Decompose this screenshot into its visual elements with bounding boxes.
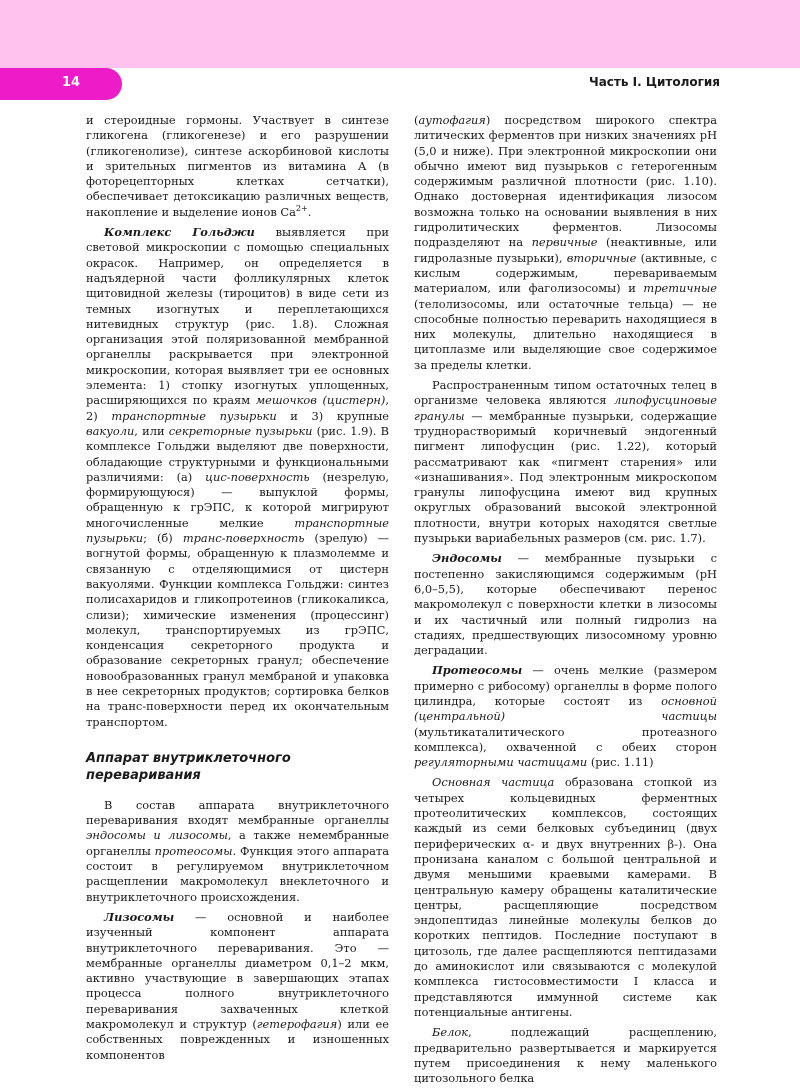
running-head: Часть I. Цитология: [589, 75, 720, 89]
paragraph-protein: Белок, подлежащий расщеплению, предварительно развертывается и маркируется путем присоединения к нему маленького цитозольного белка: [414, 1025, 717, 1086]
paragraph-lysosome-types: (аутофагия) посредством широкого спектра литических ферментов при низких значениях pH (5,0 и ниже). При электронной микроскопии они обычно имеют вид пузырьков с гетерогенным содержимым различной плотности (рис. 1.10). Однако достоверная идентификация лизосом возможна только на основании выявления в них гидролитических ферментов. Лизосомы подразделяют на первичные (неактивные, или гидролазные пузырьки), вторичные (активные, с кислым содержимым, перевариваемым материалом, или фаголизосомы) и третичные (телолизосомы, или остаточные тельца) — не способные полностью переварить находящиеся в них молекулы, длительно находящиеся в цитоплазме или выделяющие свое содержимое за пределы клетки.: [414, 113, 717, 372]
paragraph-er-functions: и стероидные гормоны. Участвует в синтезе гликогена (гликогенезе) и его разрушении (гликогенолизе), синтезе аскорбиновой кислоты и зрительных пигментов из витамина А (в фоторецепторных клетках сетчатки), обеспечивает детоксикацию различных веществ, накопление и выделение ионов $Ca^{2+}$.: [86, 113, 389, 219]
paragraph-lipofuscin: Распространенным типом остаточных телец в организме человека являются липофусциновые гранулы — мембранные пузырьки, содержащие труднорастворимый коричневый эндогенный пигмент липофусцин (рис. 1.22), который рассматривают как «пигмент старения» или «изнашивания». Под электронным микроскопом гранулы липофусцина имеют вид крупных округлых образований высокой электронной плотности, внутри которых находятся светлые пузырьки вариабельных размеров (см. рис. 1.7).: [414, 378, 717, 546]
paragraph-endosomes: Эндосомы — мембранные пузырьки с постепенно закисляющимся содержимым (pH 6,0–5,5), которые обеспечивают перенос макромолекул с поверхности клетки в лизосомы и их частичный или полный гидролиз на стадиях, предшествующих лизосомному уровню деградации.: [414, 551, 717, 658]
term-lysosomes: Лизосомы: [104, 909, 175, 924]
left-column: [86, 113, 389, 1068]
paragraph-lysosomes: Лизосомы — основной и наиболее изученный компонент аппарата внутриклеточного переваривания. Это — мембранные органеллы диаметром 0,1–2 мкм, активно участвующие в завершающих этапах процесса полного внутриклеточного переваривания захваченных клеткой макромолекул и структур (гетерофагия) или ее собственных поврежденных и изношенных компонентов: [86, 909, 389, 1062]
paragraph-apparatus: В состав аппарата внутриклеточного переваривания входят мембранные органеллы эндосомы и лизосомы, а также немембранные органеллы протеосомы. Функция этого аппарата состоит в регулируемом внутриклеточном расщеплении макромолекул внеклеточного и внутриклеточного происхождения.: [86, 797, 389, 904]
right-column: [414, 113, 717, 1091]
page-number-tab: [0, 68, 122, 100]
section-title: Аппарат внутриклеточного переваривания: [86, 750, 291, 783]
term-proteasomes: Протеосомы: [432, 663, 523, 678]
page-number: 14: [62, 75, 81, 90]
paragraph-proteasomes: Протеосомы — очень мелкие (размером примерно с рибосому) органеллы в форме полого цилиндра, которые состоят из основной (центральной) частицы (мультикаталитического протеазного комплекса), охваченной с обеих сторон регуляторными частицами (рис. 1.11): [414, 663, 717, 770]
header-band: [0, 0, 800, 68]
paragraph-core-particle: Основная частица образована стопкой из четырех кольцевидных ферментных протеолитических комплексов, состоящих каждый из семи белковых субъединиц (двух периферических α- и двух внутренних β-). Она пронизана каналом с большой центральной и двумя меньшими краевыми камерами. В центральную камеру обращены каталитические центры, расщепляющие посредством эндопептидаз линейные молекулы белков до коротких пептидов. Последние поступают в цитозоль, где далее расщепляются пептидазами до аминокислот или связываются с молекулой комплекса гистосовместимости I класса и представляются иммунной системе как потенциальные антигены.: [414, 775, 717, 1019]
term-endosomes: Эндосомы: [432, 551, 502, 566]
paragraph-golgi: Комплекс Гольджи выявляется при световой микроскопии с помощью специальных окрасок. Например, он определяется в надъядерной части фолликулярных клеток щитовидной железы (тироцитов) в виде сети из темных изогнутых и переплетающихся нитевидных структур (рис. 1.8). Сложная организация этой поляризованной мембранной органеллы раскрывается при электронной микроскопии, которая выявляет три ее основных элемента: 1) стопку изогнутых уплощенных, расширяющихся по краям мешочков (цистерн), 2) транспортные пузырьки и 3) крупные вакуоли, или секреторные пузырьки (рис. 1.9). В комплексе Гольджи выделяют две поверхности, обладающие структурными и функциональными различиями: (а) цис-поверхность (незрелую, формирующуюся) — выпуклой формы, обращенную к грЭПС, к которой мигрируют многочисленные мелкие транспортные пузырьки; (б) транс-поверхность (зрелую) — вогнутой формы, обращенную к плазмолемме и связанную с отделяющимися от цистерн вакуолями. Функции комплекса Гольджи: синтез полисахаридов и гликопротеинов (гликокаликса, слизи); химические изменения (процессинг) молекул, транспортируемых из грЭПС, конденсация секреторного продукта и образование секреторных гранул; обеспечение новообразованных гранул мембраной и упаковка в нее секреторных продуктов; сортировка белков на транс-поверхности перед их окончательным транспортом.: [86, 225, 390, 729]
term-golgi: Комплекс Гольджи: [104, 225, 255, 240]
